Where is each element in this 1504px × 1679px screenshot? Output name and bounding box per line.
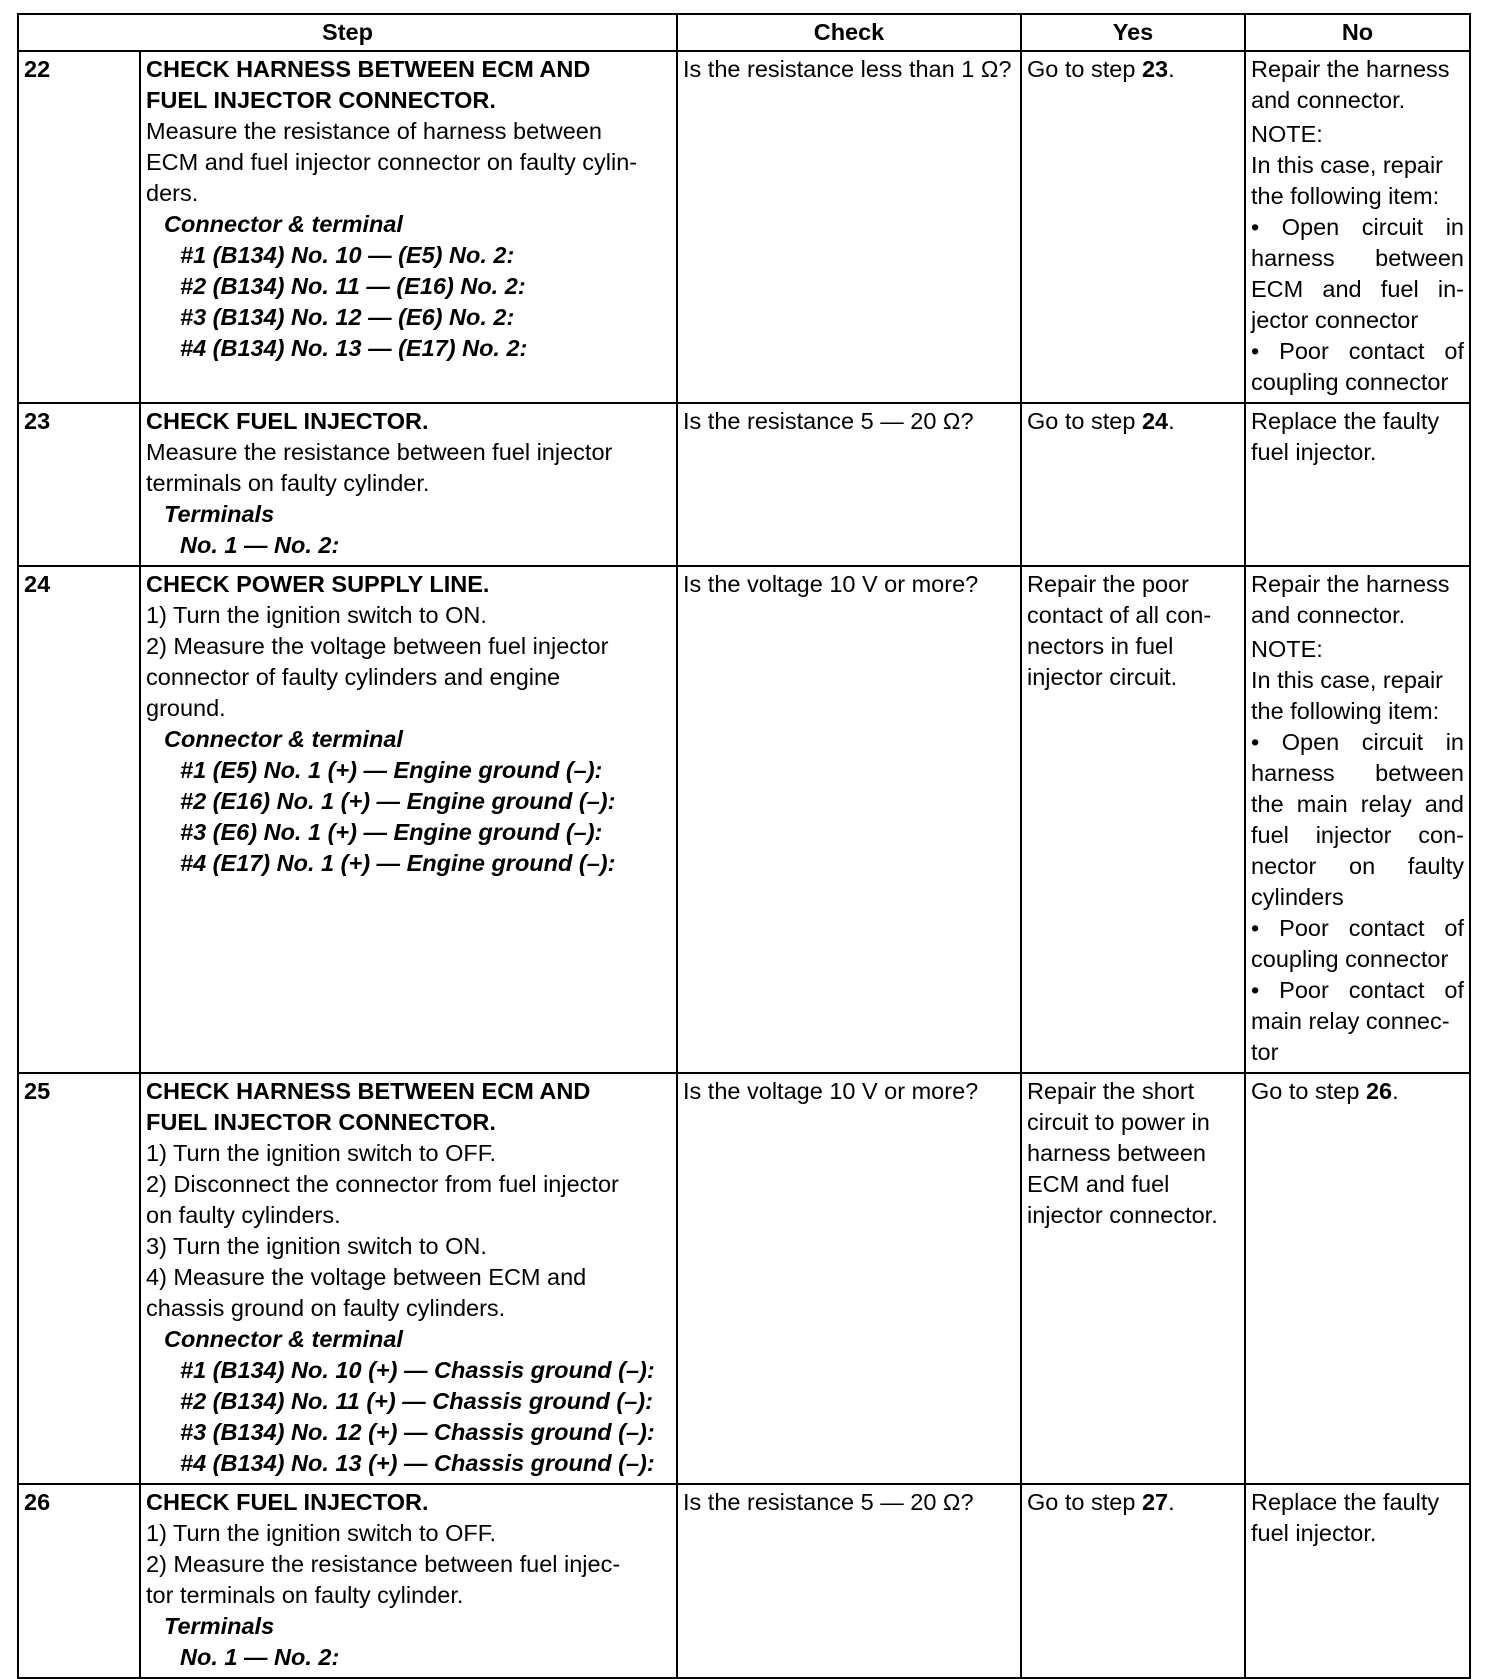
no-text: nector on faulty: [1251, 853, 1464, 879]
terminal-item: #2 (E16) No. 1 (+) — Engine ground (–):: [180, 788, 616, 814]
step-text: chassis ground on faulty cylinders.: [146, 1295, 506, 1321]
step-text: connector of faulty cylinders and engine: [146, 664, 561, 690]
step-text: ECM and fuel injector connector on faulty cylin-: [146, 149, 638, 175]
step-text: ders.: [146, 180, 199, 206]
step-number: 25: [18, 1073, 140, 1484]
no-text: coupling connector: [1251, 946, 1449, 972]
header-step: Step: [18, 14, 677, 51]
step-text: 2) Measure the resistance between fuel injec-: [146, 1551, 621, 1577]
no-action: [1245, 51, 1470, 403]
no-text: • Open circuit in: [1251, 214, 1464, 240]
terminal-item: #3 (E6) No. 1 (+) — Engine ground (–):: [180, 819, 603, 845]
step-text: 2) Measure the voltage between fuel injector: [146, 633, 609, 659]
step-title: CHECK POWER SUPPLY LINE.: [146, 571, 490, 597]
yes-text: injector connector.: [1027, 1202, 1218, 1228]
terminal-item: #1 (B134) No. 10 (+) — Chassis ground (–):: [180, 1357, 655, 1383]
step-description: [140, 1073, 677, 1484]
step-number: 23: [18, 403, 140, 566]
step-number: 24: [18, 566, 140, 1073]
step-text: terminals on faulty cylinder.: [146, 470, 430, 496]
yes-text: Go to step: [1027, 408, 1142, 434]
no-text: and connector.: [1251, 87, 1406, 113]
step-description: [140, 566, 677, 1073]
table-row: [18, 51, 1470, 403]
step-number: 26: [18, 1484, 140, 1678]
yes-suffix: .: [1168, 408, 1175, 434]
no-suffix: .: [1392, 1078, 1399, 1104]
yes-suffix: .: [1168, 1489, 1175, 1515]
no-text: fuel injector con-: [1251, 822, 1464, 848]
no-text: Replace the faulty: [1251, 408, 1440, 434]
step-text: tor terminals on faulty cylinder.: [146, 1582, 464, 1608]
note-label: NOTE:: [1251, 636, 1323, 662]
check-question: Is the voltage 10 V or more?: [677, 566, 1021, 1073]
step-title: CHECK FUEL INJECTOR.: [146, 1489, 429, 1515]
header-check: Check: [677, 14, 1021, 51]
no-text: • Poor contact of: [1251, 977, 1464, 1003]
step-title: CHECK FUEL INJECTOR.: [146, 408, 429, 434]
yes-action: [1021, 51, 1245, 403]
no-text: and connector.: [1251, 602, 1406, 628]
no-text: Repair the harness: [1251, 571, 1450, 597]
yes-action: [1021, 403, 1245, 566]
no-text: Repair the harness: [1251, 56, 1450, 82]
no-text: the following item:: [1251, 183, 1440, 209]
terminal-item: #4 (E17) No. 1 (+) — Engine ground (–):: [180, 850, 616, 876]
terminal-item: #1 (B134) No. 10 — (E5) No. 2:: [180, 242, 515, 268]
step-number: 22: [18, 51, 140, 403]
no-text: the following item:: [1251, 698, 1440, 724]
terminal-heading: Terminals: [164, 1613, 275, 1639]
no-text: • Open circuit in: [1251, 729, 1464, 755]
no-text: fuel injector.: [1251, 439, 1377, 465]
no-text: Go to step: [1251, 1078, 1366, 1104]
no-text: Replace the faulty: [1251, 1489, 1440, 1515]
note-label: NOTE:: [1251, 121, 1323, 147]
terminal-item: #2 (B134) No. 11 (+) — Chassis ground (–):: [180, 1388, 653, 1414]
step-text: on faulty cylinders.: [146, 1202, 341, 1228]
yes-text: nectors in fuel: [1027, 633, 1174, 659]
header-yes: Yes: [1021, 14, 1245, 51]
no-text: harness between: [1251, 760, 1464, 786]
step-title: FUEL INJECTOR CONNECTOR.: [146, 1109, 496, 1135]
terminal-item: #4 (B134) No. 13 (+) — Chassis ground (–):: [180, 1450, 655, 1476]
yes-text: Go to step: [1027, 1489, 1142, 1515]
step-text: ground.: [146, 695, 226, 721]
yes-step-ref: 23: [1141, 56, 1169, 82]
yes-text: harness between: [1027, 1140, 1206, 1166]
no-text: In this case, repair: [1251, 667, 1444, 693]
no-text: fuel injector.: [1251, 1520, 1377, 1546]
table-row: [18, 566, 1470, 1073]
yes-text: injector circuit.: [1027, 664, 1178, 690]
diagnostic-table: [17, 13, 1471, 1679]
no-action: [1245, 1484, 1470, 1678]
yes-text: ECM and fuel: [1027, 1171, 1170, 1197]
table-row: [18, 1484, 1470, 1678]
terminal-item: No. 1 — No. 2:: [180, 1644, 340, 1670]
check-question: Is the resistance 5 — 20 Ω?: [677, 1484, 1021, 1678]
step-title: CHECK HARNESS BETWEEN ECM AND: [146, 1078, 591, 1104]
step-title: CHECK HARNESS BETWEEN ECM AND: [146, 56, 591, 82]
no-text: • Poor contact of: [1251, 915, 1464, 941]
no-action: [1245, 566, 1470, 1073]
no-text: main relay connec-: [1251, 1008, 1450, 1034]
terminal-heading: Connector & terminal: [164, 1326, 403, 1352]
yes-text: Repair the short: [1027, 1078, 1195, 1104]
no-text: harness between: [1251, 245, 1464, 271]
table-row: [18, 1073, 1470, 1484]
yes-text: Go to step: [1027, 56, 1142, 82]
terminal-item: #2 (B134) No. 11 — (E16) No. 2:: [180, 273, 526, 299]
terminal-heading: Terminals: [164, 501, 275, 527]
step-text: 1) Turn the ignition switch to ON.: [146, 602, 487, 628]
yes-text: contact of all con-: [1027, 602, 1212, 628]
no-action: [1245, 403, 1470, 566]
step-description: [140, 1484, 677, 1678]
check-question: Is the resistance 5 — 20 Ω?: [677, 403, 1021, 566]
terminal-item: #1 (E5) No. 1 (+) — Engine ground (–):: [180, 757, 603, 783]
step-text: Measure the resistance between fuel injector: [146, 439, 613, 465]
no-text: tor: [1251, 1039, 1279, 1065]
terminal-item: #3 (B134) No. 12 — (E6) No. 2:: [180, 304, 515, 330]
table-row: [18, 403, 1470, 566]
yes-step-ref: 24: [1141, 408, 1169, 434]
yes-action: [1021, 1073, 1245, 1484]
step-text: 3) Turn the ignition switch to ON.: [146, 1233, 487, 1259]
yes-action: [1021, 566, 1245, 1073]
terminal-item: #3 (B134) No. 12 (+) — Chassis ground (–):: [180, 1419, 655, 1445]
no-action: [1245, 1073, 1470, 1484]
no-text: coupling connector: [1251, 369, 1449, 395]
no-text: ECM and fuel in-: [1251, 276, 1464, 302]
no-step-ref: 26: [1365, 1078, 1393, 1104]
yes-suffix: .: [1168, 56, 1175, 82]
check-question: Is the resistance less than 1 Ω?: [677, 51, 1021, 403]
yes-step-ref: 27: [1141, 1489, 1169, 1515]
step-text: 1) Turn the ignition switch to OFF.: [146, 1520, 497, 1546]
step-title: FUEL INJECTOR CONNECTOR.: [146, 87, 496, 113]
no-text: • Poor contact of: [1251, 338, 1464, 364]
header-no: No: [1245, 14, 1470, 51]
step-description: [140, 51, 677, 403]
terminal-item: #4 (B134) No. 13 — (E17) No. 2:: [180, 335, 528, 361]
terminal-heading: Connector & terminal: [164, 726, 403, 752]
no-text: jector connector: [1251, 307, 1419, 333]
step-text: 2) Disconnect the connector from fuel injector: [146, 1171, 619, 1197]
yes-action: [1021, 1484, 1245, 1678]
step-text: 4) Measure the voltage between ECM and: [146, 1264, 587, 1290]
step-text: 1) Turn the ignition switch to OFF.: [146, 1140, 497, 1166]
yes-text: Repair the poor: [1027, 571, 1189, 597]
yes-text: circuit to power in: [1027, 1109, 1210, 1135]
terminal-heading: Connector & terminal: [164, 211, 403, 237]
step-text: Measure the resistance of harness between: [146, 118, 602, 144]
step-description: [140, 403, 677, 566]
check-question: Is the voltage 10 V or more?: [677, 1073, 1021, 1484]
no-text: the main relay and: [1251, 791, 1464, 817]
no-text: cylinders: [1251, 884, 1344, 910]
terminal-item: No. 1 — No. 2:: [180, 532, 340, 558]
no-text: In this case, repair: [1251, 152, 1444, 178]
table-header-row: [18, 14, 1470, 51]
